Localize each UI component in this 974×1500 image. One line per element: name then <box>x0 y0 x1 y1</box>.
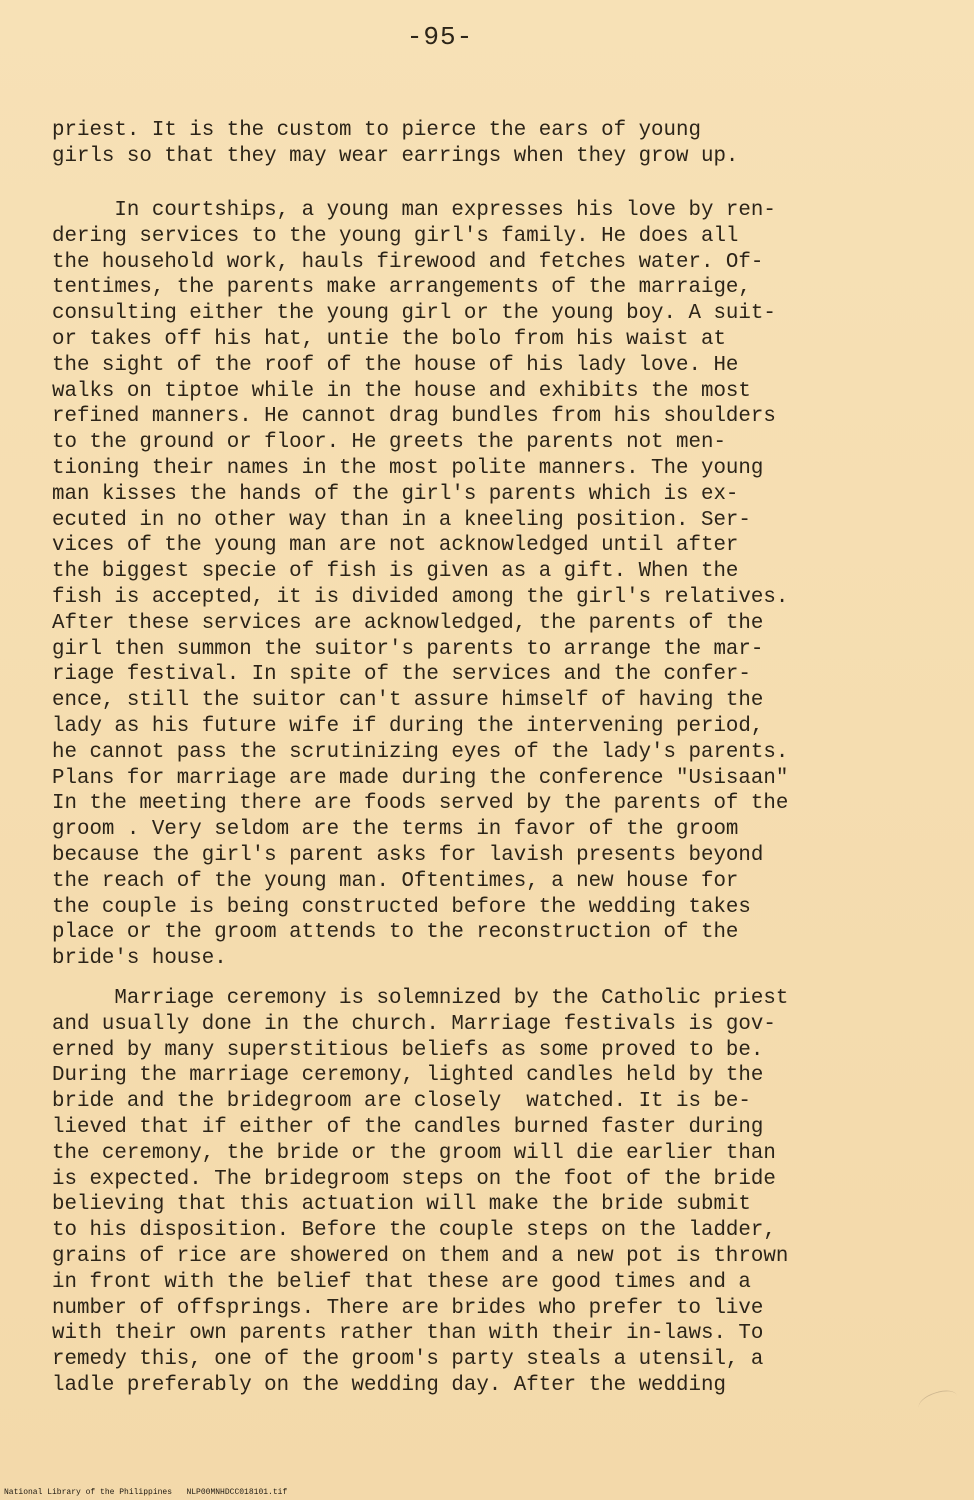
text-line: Plans for marriage are made during the conference "Usisaan" <box>52 766 789 790</box>
text-line: to the ground or floor. He greets the parents not men- <box>52 431 726 455</box>
text-line: riage festival. In spite of the services and the confer- <box>52 663 751 687</box>
text-line: In courtships, a young man expresses his love by ren- <box>52 199 776 222</box>
text-line: Marriage ceremony is solemnized by the Catholic priest <box>52 987 789 1010</box>
text-line: the ceremony, the bride or the groom will die earlier than <box>52 1141 776 1165</box>
text-line: believing that this actuation will make the bride submit <box>52 1193 751 1217</box>
text-line: the couple is being constructed before the wedding takes <box>52 895 751 919</box>
footer-filename: NLP00MNHDCC018101.tif <box>186 1488 288 1497</box>
text-line: groom . Very seldom are the terms in favor of the groom <box>52 818 739 842</box>
text-line: number of offsprings. There are brides who prefer to live <box>52 1296 764 1320</box>
paragraph-3 <box>52 986 788 1399</box>
text-line: with their own parents rather than with their in-laws. To <box>52 1322 764 1346</box>
text-line: vices of the young man are not acknowledged until after <box>52 534 739 558</box>
paragraph-1 <box>52 118 738 170</box>
text-line: the reach of the young man. Oftentimes, a new house for <box>52 869 739 893</box>
text-line: the biggest specie of fish is given as a gift. When the <box>52 560 739 584</box>
text-line: tentimes, the parents make arrangements of the marraige, <box>52 276 751 300</box>
text-line: refined manners. He cannot drag bundles from his shoulders <box>52 405 776 429</box>
scan-footer <box>4 1488 287 1497</box>
page-number: -95- <box>406 22 474 52</box>
text-line: the household work, hauls firewood and fetches water. Of- <box>52 250 764 274</box>
text-line: walks on tiptoe while in the house and exhibits the most <box>52 379 751 403</box>
paragraph-2 <box>52 198 788 972</box>
text-line: lieved that if either of the candles burned faster during <box>52 1115 764 1139</box>
text-line: lady as his future wife if during the intervening period, <box>52 714 764 738</box>
text-line: fish is accepted, it is divided among the girl's relatives. <box>52 585 789 609</box>
text-line: and usually done in the church. Marriage festivals is gov- <box>52 1012 776 1036</box>
text-line: he cannot pass the scrutinizing eyes of the lady's parents. <box>52 740 789 764</box>
text-line: grains of rice are showered on them and a new pot is thrown <box>52 1244 789 1268</box>
text-line: During the marriage ceremony, lighted candles held by the <box>52 1064 764 1088</box>
text-line: bride and the bridegroom are closely watched. It is be- <box>52 1090 751 1114</box>
text-line: remedy this, one of the groom's party steals a utensil, a <box>52 1348 764 1372</box>
text-line: girl then summon the suitor's parents to arrange the mar- <box>52 637 764 661</box>
text-line: erned by many superstitious beliefs as some proved to be. <box>52 1038 764 1062</box>
text-line: consulting either the young girl or the young boy. A suit- <box>52 302 776 326</box>
text-line: dering services to the young girl's family. He does all <box>52 224 739 248</box>
text-line: After these services are acknowledged, the parents of the <box>52 611 764 635</box>
text-line: ecuted in no other way than in a kneeling position. Ser- <box>52 508 751 532</box>
text-line: bride's house. <box>52 947 227 971</box>
text-line: to his disposition. Before the couple steps on the ladder, <box>52 1219 776 1243</box>
text-line: place or the groom attends to the reconstruction of the <box>52 921 739 945</box>
text-line: priest. It is the custom to pierce the ears of young <box>52 119 701 142</box>
footer-library: National Library of the Philippines <box>4 1488 173 1497</box>
text-line: ence, still the suitor can't assure himself of having the <box>52 689 764 713</box>
text-line: ladle preferably on the wedding day. After the wedding <box>52 1373 726 1397</box>
pencil-mark <box>916 1386 960 1416</box>
text-line: is expected. The bridegroom steps on the foot of the bride <box>52 1167 776 1191</box>
text-line: tioning their names in the most polite manners. The young <box>52 456 764 480</box>
text-line: In the meeting there are foods served by the parents of the <box>52 792 789 816</box>
text-line: in front with the belief that these are good times and a <box>52 1270 751 1294</box>
text-line: the sight of the roof of the house of his lady love. He <box>52 353 739 377</box>
text-line: man kisses the hands of the girl's parents which is ex- <box>52 482 739 506</box>
text-line: girls so that they may wear earrings when they grow up. <box>52 144 739 168</box>
text-line: or takes off his hat, untie the bolo from his waist at <box>52 327 726 351</box>
text-line: because the girl's parent asks for lavish presents beyond <box>52 843 764 867</box>
